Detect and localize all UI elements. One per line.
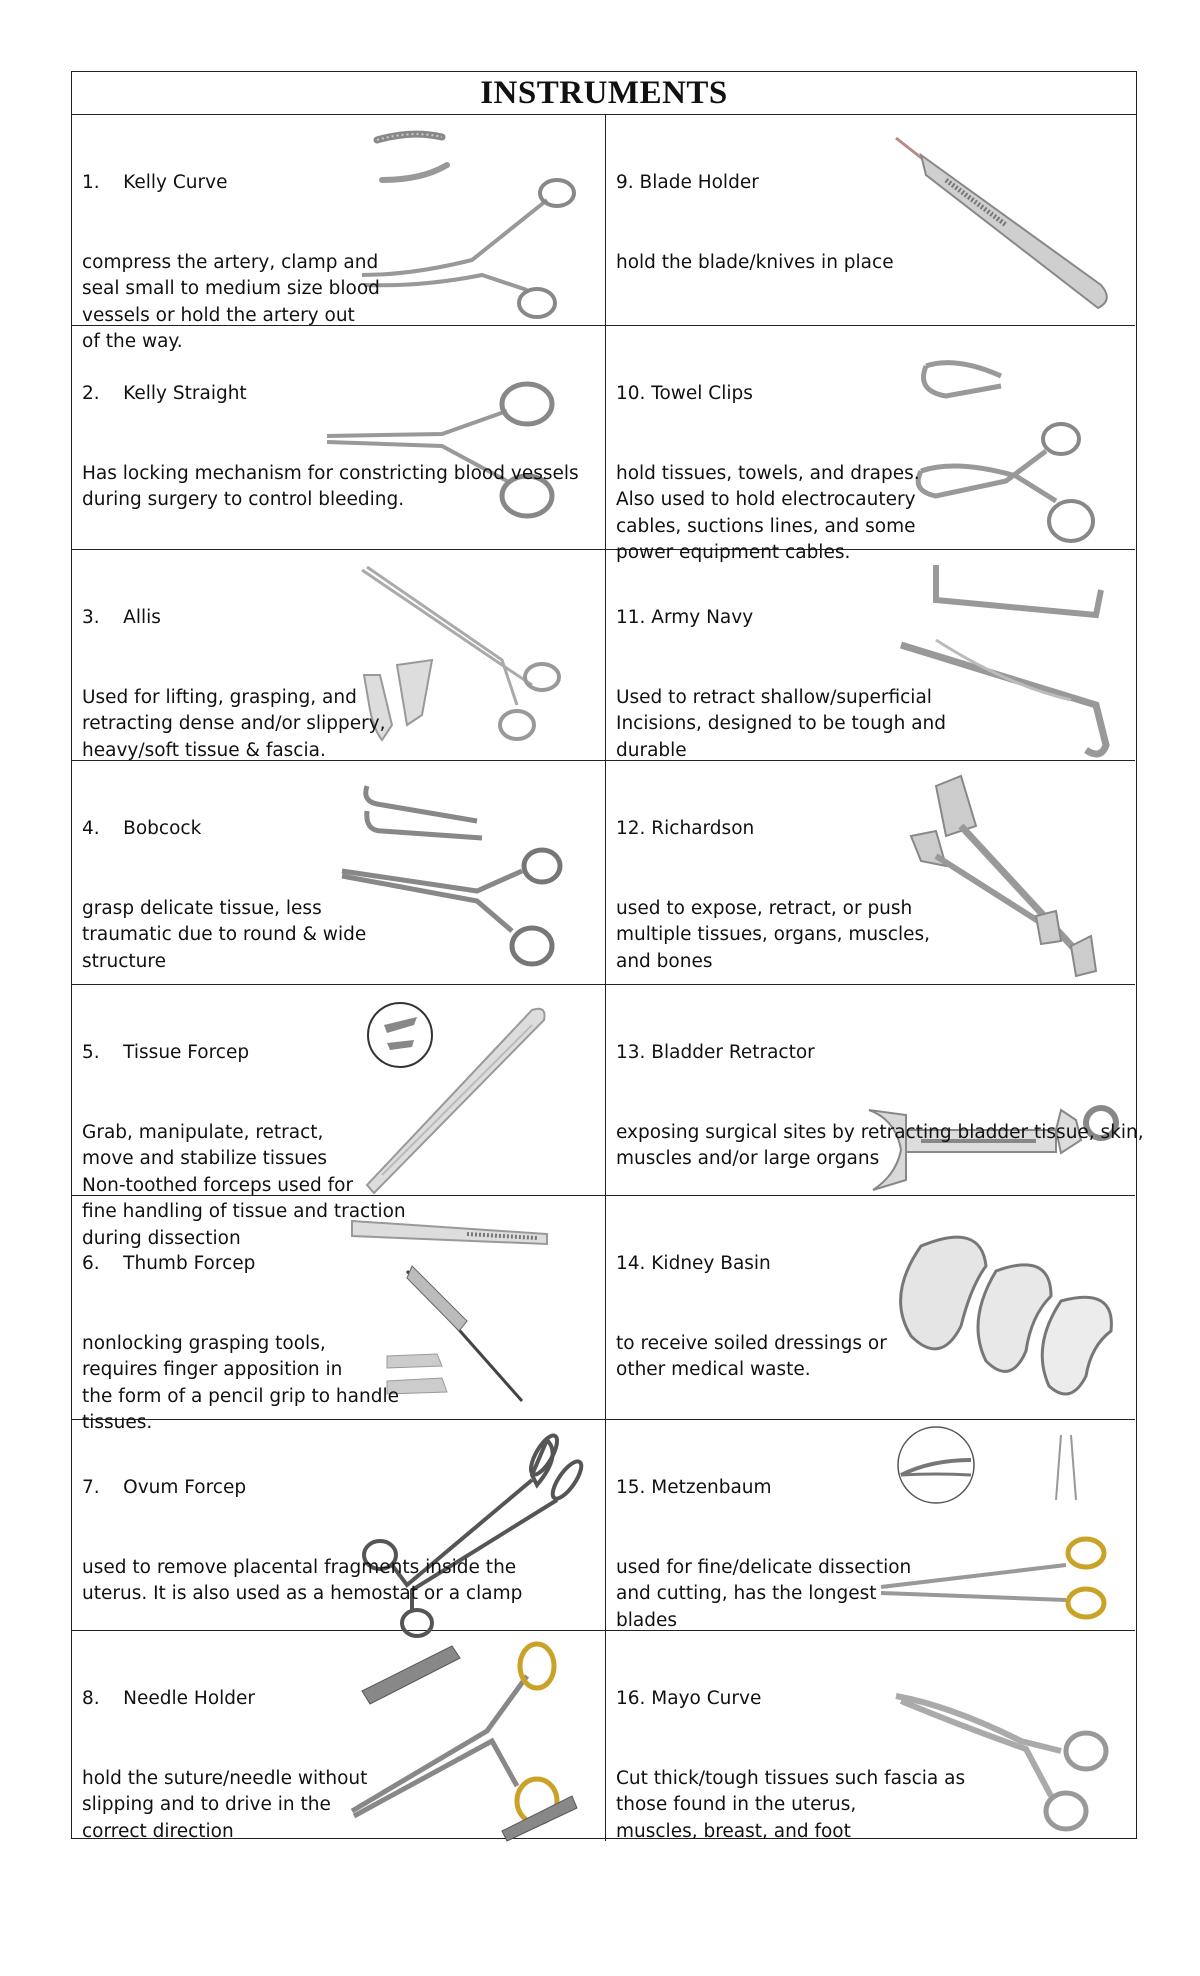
instrument-name: 10. Towel Clips bbox=[616, 383, 753, 404]
instrument-name: 12. Richardson bbox=[616, 818, 755, 839]
instrument-name: 3. Allis bbox=[82, 607, 161, 628]
instruments-table bbox=[71, 71, 1144, 1842]
kidney-basin-icon bbox=[891, 1226, 1131, 1416]
instrument-cell-richardson bbox=[606, 761, 1135, 985]
instrument-name: 5. Tissue Forcep bbox=[82, 1042, 250, 1063]
instrument-name: 7. Ovum Forcep bbox=[82, 1477, 247, 1498]
instrument-description: to receive soiled dressings or other medical waste. bbox=[616, 1332, 887, 1380]
instrument-description: hold the suture/needle without slipping and to drive in the correct direction bbox=[82, 1767, 368, 1842]
instrument-description: hold tissues, towels, and drapes. Also used to hold electrocautery cables, suctions lines, and some power equipment cables. bbox=[616, 462, 920, 563]
instrument-description: grasp delicate tissue, less traumatic due to round & wide structure bbox=[82, 897, 367, 972]
instrument-cell-ovum-forcep bbox=[72, 1420, 606, 1631]
towel-clip-icon bbox=[906, 341, 1136, 551]
instrument-name: 15. Metzenbaum bbox=[616, 1477, 772, 1498]
instrument-description: Used to retract shallow/superficial Incisions, designed to be tough and durable bbox=[616, 686, 947, 761]
instrument-name: 13. Bladder Retractor bbox=[616, 1042, 815, 1063]
allis-forceps-icon bbox=[352, 565, 602, 755]
instrument-description: Grab, manipulate, retract, move and stabilize tissues Non-toothed forceps used for fine handling of tissue and traction during dissection bbox=[82, 1121, 406, 1249]
instrument-cell-mayo-curve bbox=[606, 1631, 1135, 1841]
instrument-cell-blade-holder bbox=[606, 115, 1135, 326]
instrument-name: 9. Blade Holder bbox=[616, 172, 759, 193]
instrument-description: used to expose, retract, or push multiple tissues, organs, muscles, and bones bbox=[616, 897, 931, 972]
instrument-name: 11. Army Navy bbox=[616, 607, 754, 628]
instrument-cell-kidney-basin bbox=[606, 1196, 1135, 1420]
instrument-description: Has locking mechanism for constricting blood vessels during surgery to control bleeding. bbox=[82, 462, 579, 510]
instrument-description: hold the blade/knives in place bbox=[616, 251, 894, 273]
instrument-name: 1. Kelly Curve bbox=[82, 172, 228, 193]
instrument-cell-allis bbox=[72, 550, 606, 761]
instrument-name: 4. Bobcock bbox=[82, 818, 202, 839]
instrument-name: 14. Kidney Basin bbox=[616, 1253, 771, 1274]
instrument-cell-needle-holder bbox=[72, 1631, 606, 1841]
instrument-name: 8. Needle Holder bbox=[82, 1688, 256, 1709]
instrument-cell-kelly-curve bbox=[72, 115, 606, 352]
instrument-description: compress the artery, clamp and seal small to medium size blood vessels or hold the artery out of the way. bbox=[82, 251, 380, 352]
instrument-cell-kelly-straight bbox=[72, 326, 606, 550]
instrument-cell-tissue-forcep bbox=[72, 985, 606, 1249]
instrument-name: 2. Kelly Straight bbox=[82, 383, 247, 404]
instrument-cell-thumb-forcep bbox=[72, 1196, 606, 1433]
needle-holder-icon bbox=[342, 1636, 602, 1841]
instrument-description: used to remove placental fragments inside the uterus. It is also used as a hemostat or a clamp bbox=[82, 1556, 523, 1604]
instrument-cell-army-navy bbox=[606, 550, 1135, 761]
instrument-description: Used for lifting, grasping, and retracting dense and/or slippery, heavy/soft tissue & fascia. bbox=[82, 686, 386, 761]
instrument-description: used for fine/delicate dissection and cutting, has the longest blades bbox=[616, 1556, 912, 1631]
instrument-description: Cut thick/tough tissues such fascia as those found in the uterus, muscles, breast, and foot bbox=[616, 1767, 966, 1842]
instrument-cell-bladder-retractor bbox=[606, 985, 1144, 1196]
instrument-cell-metzenbaum bbox=[606, 1420, 1135, 1631]
instrument-cell-bobcock bbox=[72, 761, 606, 985]
scalpel-handle-icon bbox=[886, 130, 1126, 320]
instrument-description: nonlocking grasping tools, requires finger apposition in the form of a pencil grip to handle tissues. bbox=[82, 1332, 399, 1433]
instrument-description: exposing surgical sites by retracting bladder tissue, skin, muscles and/or large organs bbox=[616, 1121, 1144, 1169]
instrument-name: 6. Thumb Forcep bbox=[82, 1253, 256, 1274]
metzenbaum-scissors-icon bbox=[876, 1425, 1136, 1630]
instrument-name: 16. Mayo Curve bbox=[616, 1688, 762, 1709]
instrument-grid bbox=[72, 115, 1144, 1842]
curved-hemostat-icon bbox=[352, 125, 592, 325]
instrument-cell-towel-clips bbox=[606, 326, 1135, 563]
table-title: INSTRUMENTS bbox=[72, 72, 1136, 115]
